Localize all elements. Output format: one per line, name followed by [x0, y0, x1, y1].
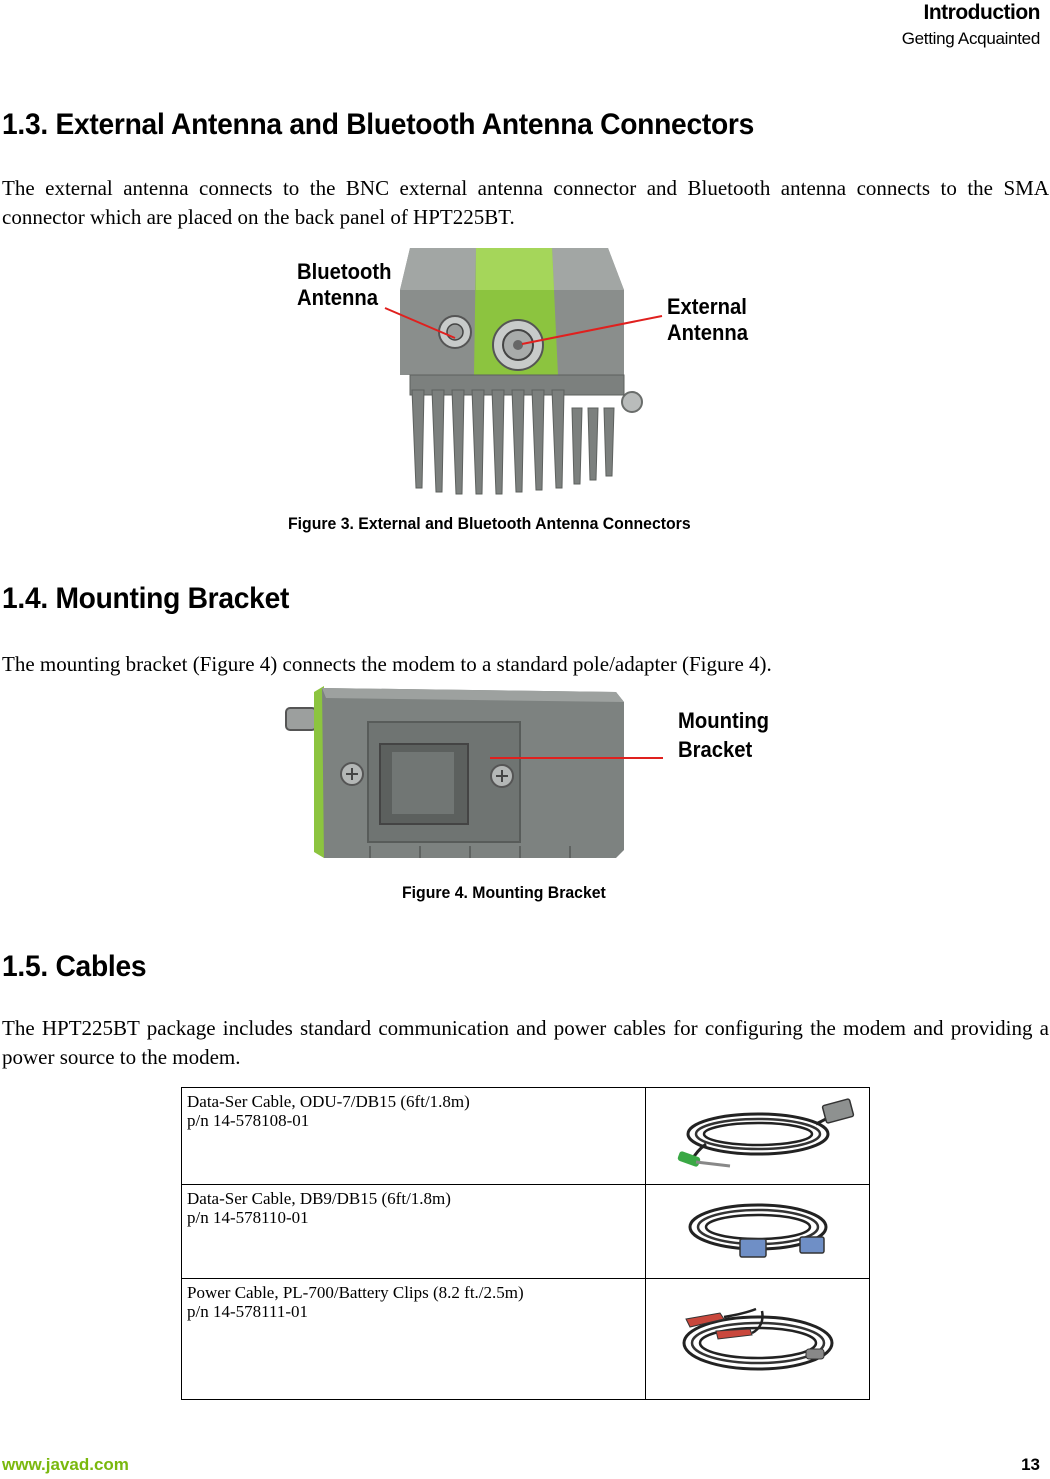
cable-description: [182, 1185, 646, 1279]
cable-part-number: p/n 14-578108-01: [187, 1111, 310, 1130]
section-text-mounting: The mounting bracket (Figure 4) connects the modem to a standard pole/adapter (Figure 4).: [2, 652, 772, 676]
cable-description: [182, 1088, 646, 1185]
table-row: [182, 1279, 870, 1400]
section-subtitle: Getting Acquainted: [901, 29, 1040, 48]
cable-description: [182, 1279, 646, 1400]
mounting-bracket-figure: [280, 682, 680, 867]
odu-db15-cable-image: [646, 1088, 879, 1178]
section-text-antenna: The external antenna connects to the BNC external antenna connector and Bluetooth antenna connects to the SMA connector which are placed on the back panel of HPT225BT.: [2, 176, 1049, 229]
running-header: [902, 2, 1040, 47]
cable-name: Data-Ser Cable, ODU-7/DB15 (6ft/1.8m): [187, 1092, 470, 1111]
cable-part-number: p/n 14-578110-01: [187, 1208, 309, 1227]
cable-image-cell: [646, 1088, 870, 1185]
section-heading-mounting-bracket: 1.4. Mounting Bracket: [2, 582, 290, 615]
chapter-title: Introduction: [923, 1, 1040, 24]
footer-url[interactable]: www.javad.com: [2, 1455, 129, 1474]
callout-bluetooth-antenna: Bluetooth Antenna: [297, 259, 392, 310]
cable-image-cell: [646, 1279, 870, 1400]
callout-mounting-bracket: Mounting Bracket: [678, 708, 770, 762]
section-heading-antenna-connectors: 1.3. External Antenna and Bluetooth Antenna Connectors: [2, 108, 754, 141]
figure-4-caption: Figure 4. Mounting Bracket: [402, 883, 606, 902]
page-number: 13: [1021, 1455, 1040, 1474]
section-text-cables: The HPT225BT package includes standard communication and power cables for configuring the modem and providing a power source to the modem.: [2, 1016, 1049, 1069]
cable-part-number: p/n 14-578111-01: [187, 1302, 309, 1321]
section-heading-cables: 1.5. Cables: [2, 950, 147, 983]
cable-name: Data-Ser Cable, DB9/DB15 (6ft/1.8m): [187, 1189, 451, 1208]
cables-table: [181, 1087, 870, 1400]
callout-external-antenna: External Antenna: [667, 294, 748, 345]
cable-image-cell: [646, 1185, 870, 1279]
cable-name: Power Cable, PL-700/Battery Clips (8.2 ft./2.5m): [187, 1283, 524, 1302]
db9-db15-cable-image: [646, 1185, 879, 1273]
table-row: [182, 1185, 870, 1279]
power-cable-image: [646, 1279, 879, 1393]
figure-3-caption: Figure 3. External and Bluetooth Antenna Connectors: [288, 514, 691, 533]
table-row: [182, 1088, 870, 1185]
